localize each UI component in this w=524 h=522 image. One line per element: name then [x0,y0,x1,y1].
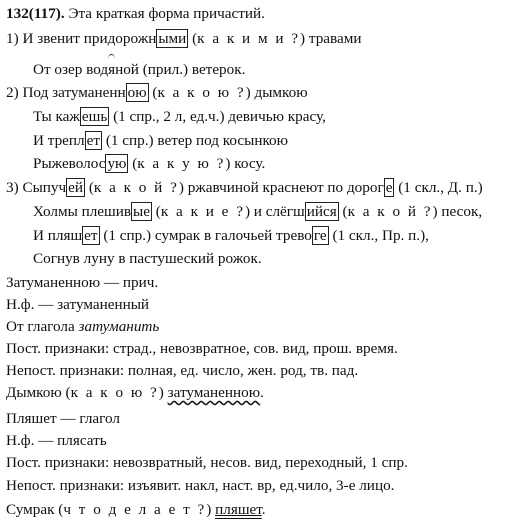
poem-line-10: Согнув луну в пастушеский рожок. [33,250,262,267]
analysis-2-variable-features: Непост. признаки: изъявит. накл, наст. вр, ед.чило, 3-е лицо. [6,477,395,494]
question: к а к у ю ? [137,155,226,172]
question: к а к о й ? [93,179,179,196]
question: к а к о ю ? [157,84,246,101]
exercise-title [6,2,265,25]
question: к а к и м и ? [197,30,301,47]
poem-line-8: Холмы плешив ые (к а к и е ?) и слёгш ийся (к а к о й ?) песок, [33,203,483,220]
exercise-number: 132(117). [6,5,65,22]
ending-box: ге [313,227,327,244]
analysis-1-syntax: Дымкою (к а к о ю ?) затуманенною. [6,384,264,401]
predicate-underlined: пляшет [215,501,262,518]
ending-box: ет [84,227,98,244]
analysis-1-title: Затуманенною — прич. [6,274,159,291]
poem-line-9: И пляш ет (1 спр.) сумрак в галочьей трево ге (1 скл., Пр. п.), [33,227,429,244]
analysis-2-syntax: Сумрак (ч т о д е л а е т ?) пляшет. [6,501,266,518]
analysis-1-initial-form: Н.ф. — затуманенный [6,296,150,313]
ending-box: ые [133,203,150,220]
ending-box: ою [127,84,147,101]
ending-box: ую [107,155,127,172]
analysis-1-variable-features: Непост. признаки: полная, ед. число, жен. род, тв. пад. [6,362,359,379]
ending-box: ешь [81,108,108,125]
poem-line-4: Ты каж ешь (1 спр., 2 л, ед.ч.) девичью красу, [33,108,326,125]
poem-line-2: От озер водяной (прил.) ветерок. [33,58,245,81]
analysis-1-verb-origin: От глагола затуманить [6,318,160,335]
root-mark: я [108,58,115,81]
analysis-2-title: Пляшет — глагол [6,410,120,427]
question: к а к о й ? [347,203,433,220]
analysis-2-constant-features: Пост. признаки: невозвратный, несов. вид, переходный, 1 спр. [6,454,408,471]
exercise-heading: Эта краткая форма причастий. [64,5,265,22]
ending-box: ыми [158,30,187,47]
participle-underlined: затуманенною [167,384,261,401]
poem-line-7: 3) Сыпуч ей (к а к о й ?) ржавчиной краснеют по дорог е (1 скл., Д. п.) [6,179,483,196]
origin-verb: затуманить [78,318,160,335]
poem-line-6: Рыжеволос ую (к а к у ю ?) косу. [33,155,266,172]
poem-line-5: И трепл ет (1 спр.) ветер под косынкою [33,132,288,149]
question: к а к и е ? [160,203,245,220]
poem-line-3: 2) Под затуманенн ою (к а к о ю ?) дымкою [6,84,308,101]
analysis-1-constant-features: Пост. признаки: страд., невозвратное, сов. вид, прош. время. [6,340,398,357]
question: к а к о ю ? [70,384,159,401]
analysis-2-initial-form: Н.ф. — плясать [6,432,107,449]
question: ч т о д е л а е т ? [63,501,207,518]
ending-box: е [385,179,393,196]
ending-box: ей [68,179,84,196]
poem-line-1: 1) И звенит придорожн ыми (к а к и м и ?) травами [6,30,362,47]
ending-box: ийся [306,203,337,220]
ending-box: ет [86,132,101,149]
